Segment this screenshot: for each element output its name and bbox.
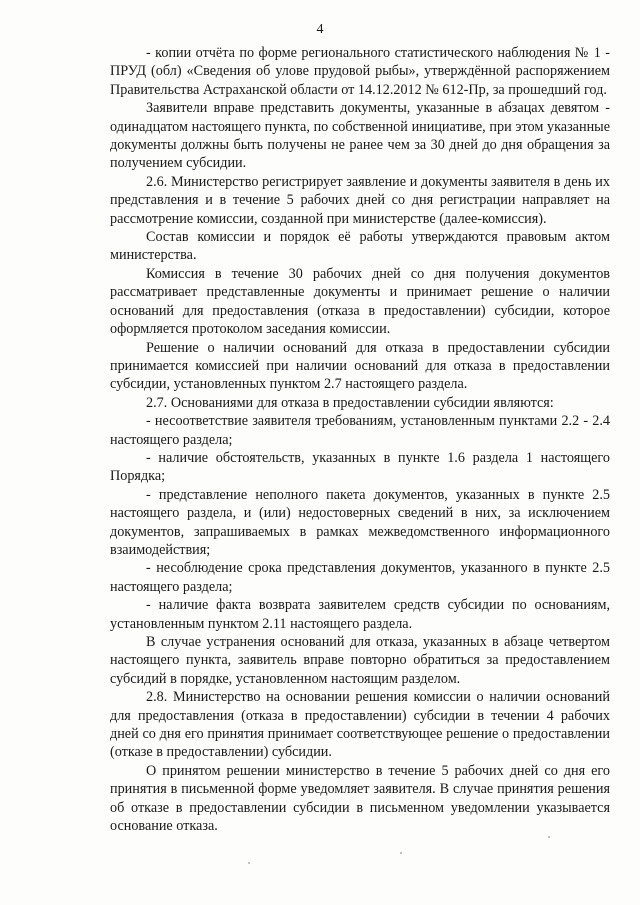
paragraph: В случае устранения оснований для отказа, указанных в абзаце четвертом настоящего пункта, заявитель вправе повторно обратиться за предоставлением субсидий в порядке, установленном настоящим разделом. [110,634,610,687]
paragraph: - наличие факта возврата заявителем средств субсидии по основаниям, установленным пунктом 2.11 настоящего раздела. [110,597,610,632]
paragraph: О принятом решении министерство в течение 5 рабочих дней со дня его принятия в письменной форме уведомляет заявителя. В случае принятия решения об отказе в предоставлении субсидии в письменном уведомлении указывается основание отказа. [110,762,610,835]
paragraph: - копии отчёта по форме регионального статистического наблюдения № 1 - ПРУД (обл) «Сведения об улове прудовой рыбы», утверждённой распоряжением Правительства Астраханской области от 14.12.2012 № 612-Пр, за прошедший год. [110,45,610,98]
paragraph: Комиссия в течение 30 рабочих дней со дня получения документов рассматривает представленные документы и принимает решение о наличии оснований для предоставления (отказа в предоставлении) субсидии, которое оформляется протоколом заседания комиссии. [110,265,610,338]
paragraph: 2.7. Основаниями для отказа в предоставлении субсидии являются: [146,394,554,411]
paragraph: 2.8. Министерство на основании решения комиссии о наличии оснований для предоставления (отказа в предоставлении) субсидии в течении 4 рабочих дней со дня его принятия принимает соответствующее решение о предоставлении (отказе в предоставлении) субсидии. [110,689,610,761]
paragraph: Заявители вправе представить документы, указанные в абзацах девятом - одинадцатом настоящего пункта, по собственной инициативе, при этом указанные документы должны быть получены не ранее чем за 30 дней до дня обращения за получением субсидии. [110,100,610,172]
paragraph: - несоответствие заявителя требованиям, установленным пунктами 2.2 - 2.4 настоящего раздела; [110,413,610,448]
paragraph: Состав комиссии и порядок её работы утверждаются правовым актом министерства. [110,229,610,264]
paragraph: 2.6. Министерство регистрирует заявление и документы заявителя в день их представления и в течение 5 рабочих дней со дня регистрации направляет на рассмотрение комиссии, созданной при министерстве (далее-комиссия). [110,173,610,227]
paragraph: - несоблюдение срока представления документов, указанного в пункте 2.5 настоящего раздела; [110,560,610,595]
paragraph: Решение о наличии оснований для отказа в предоставлении субсидии принимается комиссией при наличии оснований для отказа в предоставлении субсидии, установленных пунктом 2.7 настоящего раздела. [110,339,610,393]
paragraph: - представление неполного пакета документов, указанных в пункте 2.5 настоящего раздела, и (или) недостоверных сведений в них, за исключением документов, запрашиваемых в рамках межведомственного информационного взаимодействия; [110,486,610,558]
body-text [110,44,610,835]
scan-speck [248,862,250,864]
scan-speck [400,852,402,854]
scan-speck [548,836,550,838]
page-number: 4 [316,22,324,37]
paragraph: - наличие обстоятельств, указанных в пункте 1.6 раздела 1 настоящего Порядка; [110,449,610,485]
